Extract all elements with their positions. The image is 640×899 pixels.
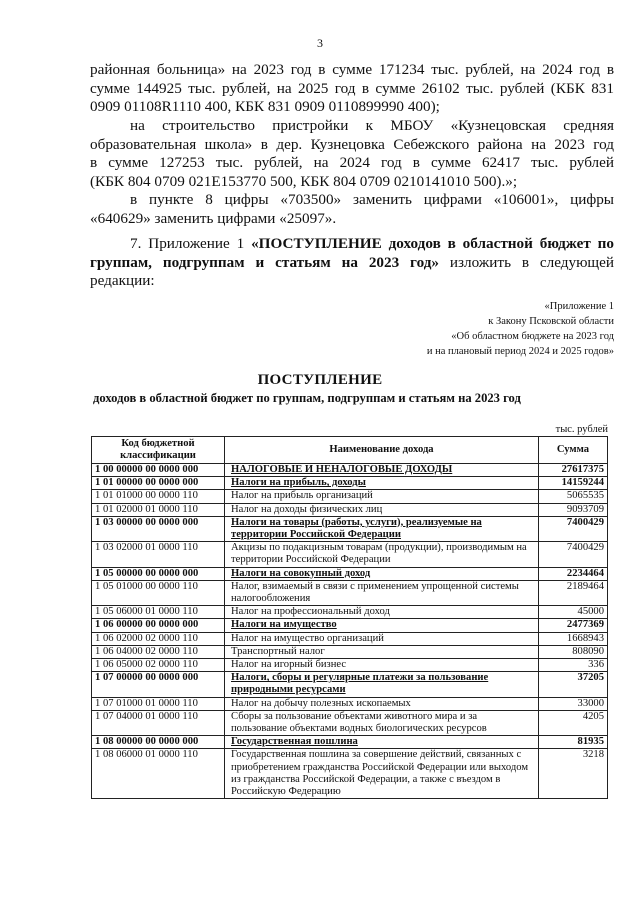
cell-sum: 7400429 <box>539 516 608 541</box>
units-label: тыс. рублей <box>555 424 608 435</box>
text-plain: 7. Приложение 1 <box>130 235 252 252</box>
cell-name: Транспортный налог <box>225 645 539 658</box>
cell-name: Государственная пошлина за совершение действий, связанных с приобретением гражданства Российской Федерации или выходом из гражданства Российской Федерации, а также с въездом в Российскую Федерацию <box>225 749 539 799</box>
table-row <box>92 516 608 541</box>
cell-code: 1 05 01000 00 0000 110 <box>92 580 225 605</box>
text-bold: группам, подгруппам и статьям на 2023 год» <box>90 253 440 271</box>
cell-sum: 33000 <box>539 697 608 710</box>
table-row <box>92 477 608 490</box>
cell-code: 1 05 06000 01 0000 110 <box>92 606 225 619</box>
text-line: 0909 01108R1110 400, КБК 831 0909 0110899990 400); <box>90 98 440 116</box>
cell-sum: 336 <box>539 659 608 672</box>
cell-name: Налоги на товары (работы, услуги), реализуемые на территории Российской Федерации <box>225 516 539 541</box>
text-plain: изложить в следующей <box>439 253 614 271</box>
text-line: районная больница» на 2023 год в сумме 171234 тыс. рублей, на 2024 год в <box>90 61 614 78</box>
cell-code: 1 03 02000 01 0000 110 <box>92 542 225 567</box>
cell-name: Сборы за пользование объектами животного мира и за пользование объектами водных биологических ресурсов <box>225 710 539 735</box>
cell-name: Налоги на прибыль, доходы <box>225 477 539 490</box>
table-row <box>92 736 608 749</box>
cell-code: 1 01 02000 01 0000 110 <box>92 503 225 516</box>
cell-name: Государственная пошлина <box>225 736 539 749</box>
header-code: Код бюджетной классификации <box>92 437 225 464</box>
paragraph-point8 <box>90 191 614 228</box>
table-row <box>92 659 608 672</box>
cell-code: 1 01 01000 00 0000 110 <box>92 490 225 503</box>
text-line: сумме 144925 тыс. рублей, на 2025 год в сумме 26102 тыс. рублей (КБК 831 <box>90 79 614 97</box>
appendix-line: к Закону Псковской области <box>488 316 614 327</box>
cell-code: 1 08 00000 00 0000 000 <box>92 736 225 749</box>
cell-name: Налог на доходы физических лиц <box>225 503 539 516</box>
table-row <box>92 542 608 567</box>
cell-code: 1 06 00000 00 0000 000 <box>92 619 225 632</box>
paragraph-school <box>90 117 614 191</box>
text-line <box>90 235 614 254</box>
cell-sum: 81935 <box>539 736 608 749</box>
cell-code: 1 03 00000 00 0000 000 <box>92 516 225 541</box>
table-row <box>92 567 608 580</box>
table-row <box>92 606 608 619</box>
text-line: на строительство пристройки к МБОУ «Кузнецовская средняя <box>130 117 614 134</box>
cell-code: 1 07 01000 01 0000 110 <box>92 697 225 710</box>
cell-sum: 2234464 <box>539 567 608 580</box>
text-line: «640629» заменить цифрами «25097». <box>90 209 337 227</box>
header-sum: Сумма <box>539 437 608 464</box>
cell-name: Налог на игорный бизнес <box>225 659 539 672</box>
cell-sum: 2189464 <box>539 580 608 605</box>
table-row <box>92 645 608 658</box>
text-bold: «ПОСТУПЛЕНИЕ доходов в областной бюджет по <box>251 235 614 252</box>
table-header-row <box>92 437 608 464</box>
cell-name: Налог на профессиональный доход <box>225 606 539 619</box>
text-line: редакции: <box>90 272 155 290</box>
income-table <box>91 436 608 799</box>
appendix-header <box>427 299 614 359</box>
table-row <box>92 619 608 632</box>
document-subtitle: доходов в областной бюджет по группам, подгруппам и статьям на 2023 год <box>93 391 521 405</box>
cell-sum: 5065535 <box>539 490 608 503</box>
cell-code: 1 05 00000 00 0000 000 <box>92 567 225 580</box>
table-row <box>92 580 608 605</box>
cell-sum: 27617375 <box>539 464 608 477</box>
cell-sum: 9093709 <box>539 503 608 516</box>
table-row <box>92 697 608 710</box>
cell-code: 1 00 00000 00 0000 000 <box>92 464 225 477</box>
text-line: образовательная школа» в дер. Кузнецовка Себежского района на 2023 год <box>90 135 614 153</box>
table-row <box>92 632 608 645</box>
cell-code: 1 07 04000 01 0000 110 <box>92 710 225 735</box>
cell-sum: 808090 <box>539 645 608 658</box>
cell-name: Налоги на совокупный доход <box>225 567 539 580</box>
text-line: в пункте 8 цифры «703500» заменить цифрами «106001», цифры <box>130 191 614 208</box>
header-name: Наименование дохода <box>225 437 539 464</box>
table-row <box>92 710 608 735</box>
appendix-line: «Приложение 1 <box>544 301 614 312</box>
text-line: в сумме 127253 тыс. рублей, на 2024 год в сумме 62417 тыс. рублей <box>90 154 614 172</box>
table-row <box>92 490 608 503</box>
cell-sum: 14159244 <box>539 477 608 490</box>
text-line: (КБК 804 0709 021Е153770 500, КБК 804 0709 0210141010 500).»; <box>90 172 518 190</box>
cell-sum: 3218 <box>539 749 608 799</box>
document-title: ПОСТУПЛЕНИЕ <box>257 372 383 388</box>
table-row <box>92 503 608 516</box>
paragraph-appendix-1 <box>90 235 614 291</box>
cell-sum: 4205 <box>539 710 608 735</box>
paragraph-hospital <box>90 61 614 117</box>
page-number: 3 <box>317 36 323 50</box>
cell-name: НАЛОГОВЫЕ И НЕНАЛОГОВЫЕ ДОХОДЫ <box>225 464 539 477</box>
cell-sum: 45000 <box>539 606 608 619</box>
cell-sum: 7400429 <box>539 542 608 567</box>
cell-code: 1 06 05000 02 0000 110 <box>92 659 225 672</box>
text-line <box>90 254 614 273</box>
table-row <box>92 464 608 477</box>
cell-sum: 2477369 <box>539 619 608 632</box>
cell-code: 1 08 06000 01 0000 110 <box>92 749 225 799</box>
cell-name: Налоги, сборы и регулярные платежи за пользование природными ресурсами <box>225 672 539 697</box>
cell-name: Налог на добычу полезных ископаемых <box>225 697 539 710</box>
table-row <box>92 749 608 799</box>
cell-name: Налог, взимаемый в связи с применением упрощенной системы налогообложения <box>225 580 539 605</box>
cell-name: Налог на прибыль организаций <box>225 490 539 503</box>
cell-name: Налог на имущество организаций <box>225 632 539 645</box>
cell-name: Акцизы по подакцизным товарам (продукции), производимым на территории Российской Федерации <box>225 542 539 567</box>
cell-code: 1 01 00000 00 0000 000 <box>92 477 225 490</box>
cell-code: 1 06 04000 02 0000 110 <box>92 645 225 658</box>
cell-sum: 37205 <box>539 672 608 697</box>
cell-code: 1 06 02000 02 0000 110 <box>92 632 225 645</box>
cell-name: Налоги на имущество <box>225 619 539 632</box>
cell-sum: 1668943 <box>539 632 608 645</box>
cell-code: 1 07 00000 00 0000 000 <box>92 672 225 697</box>
appendix-line: и на плановый период 2024 и 2025 годов» <box>426 346 614 357</box>
table-row <box>92 672 608 697</box>
appendix-line: «Об областном бюджете на 2023 год <box>451 331 614 342</box>
